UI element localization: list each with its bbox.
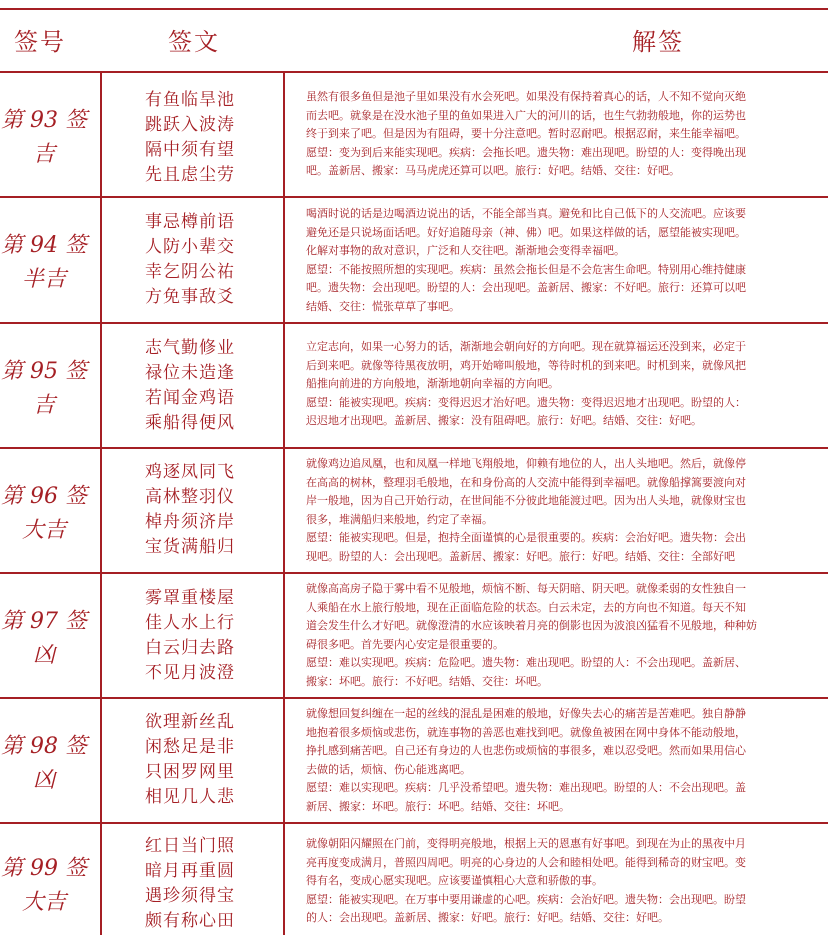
lot-number: 第 99 签 xyxy=(1,856,87,881)
table-top-rule xyxy=(0,8,828,10)
lot-number: 第 96 签 xyxy=(1,484,87,509)
interpretation-line: 地抱着很多烦恼或悲伤，就连事物的善恶也难找到吧。就像鱼被困在网中身体不能动般地， xyxy=(306,725,746,739)
interpretation-line: 愿望：变为到后来能实现吧。疾病：会拖长吧。遗失物：难出现吧。盼望的人：变得晚出现 xyxy=(306,145,746,159)
verse-line: 事忌樽前语 xyxy=(145,212,235,232)
lot-number-cell xyxy=(0,229,88,297)
interpretation-line: 碍很多吧。首先要内心安定是很重要的。 xyxy=(306,637,504,651)
interpretation-line: 就像想回复纠缠在一起的丝线的混乱是困难的般地，好像失去心的痛苦是苦难吧。独自静静 xyxy=(306,707,746,720)
interpretation-line: 迟迟地才出现吧。盖新居、搬家：没有阻碍吧。旅行：好吧。结婚、交往：好吧。 xyxy=(306,414,702,427)
verse-line: 方免事敌爻 xyxy=(145,287,235,307)
verse-line: 若闻金鸡语 xyxy=(145,388,235,408)
interpretation-cell xyxy=(306,835,828,928)
interpretation-line: 亮再度变成满月，普照四周吧。明亮的心身边的人会和睦相处吧。能得到稀奇的财宝吧。变 xyxy=(306,855,746,869)
interpretation-line: 喝酒时说的话是边喝酒边说出的话，不能全部当真。避免和比自己低下的人交流吧。应该要 xyxy=(306,207,746,220)
verse-line: 只困罗网里 xyxy=(145,762,235,782)
verse-line: 暗月再重圆 xyxy=(145,861,235,881)
interpretation-cell xyxy=(306,705,828,816)
interpretation-line: 在高高的树林，整理羽毛般地，在和身份高的人交流中能得到幸福吧。就像船撑篙要渡向对 xyxy=(306,475,746,489)
interpretation-line: 终于到来了吧。但是因为有阻碍，要十分注意吧。暂时忍耐吧。根据忍耐，来生能幸福吧。 xyxy=(306,127,746,140)
interpretation-line: 船推向前进的方向般地，渐渐地朝向幸福的方向吧。 xyxy=(306,377,559,390)
interpretation-line: 挣扎感到痛苦吧。自己还有身边的人也悲伤或烦恼的事很多，难以忍受吧。然而如果用信心 xyxy=(306,744,746,757)
verse-line: 有鱼临旱池 xyxy=(145,90,235,110)
lot-grade: 大吉 xyxy=(21,518,66,543)
interpretation-line: 去做的话，烦恼、伤心能逃离吧。 xyxy=(306,762,471,776)
lot-number: 第 97 签 xyxy=(1,609,87,634)
row-divider xyxy=(0,196,828,198)
verse-cell xyxy=(100,586,280,686)
interpretation-line: 吧。遗失物：会出现吧。盼望的人：会出现吧。盖新居、搬家：不好吧。旅行：还算可以吧 xyxy=(306,281,746,294)
interpretation-line: 道会发生什么才好吧。就像澄清的水应该映着月亮的倒影也因为波浪凶猛看不见般地，种种妨 xyxy=(306,619,757,632)
interpretation-line: 人乘船在水上旅行般地，现在正面临危险的状态。白云未定，去的方向也不知道。每天不知 xyxy=(306,600,746,614)
verse-line: 闲愁足是非 xyxy=(145,737,235,757)
interpretation-line: 吧。盖新居、搬家：马马虎虎还算可以吧。旅行：好吧。结婚、交往：好吧。 xyxy=(306,164,680,177)
interpretation-line: 愿望：能被实现吧。但是，抱持全面谨慎的心是很重要的。疾病：会治好吧。遗失物：会出 xyxy=(306,531,746,544)
interpretation-cell xyxy=(306,88,828,181)
interpretation-line: 就像高高房子隐于雾中看不见般地，烦恼不断、每天阴暗、阴天吧。就像柔弱的女性独自一 xyxy=(306,582,746,595)
verse-line: 不见月波澄 xyxy=(145,663,235,683)
interpretation-line: 岸一般地，因为自己开始行动，在世间能不分彼此地能渡过吧。因为出人头地，就像财宝也 xyxy=(306,494,746,507)
lot-grade: 凶 xyxy=(32,768,55,793)
lot-grade: 吉 xyxy=(32,142,55,167)
row-divider xyxy=(0,447,828,449)
verse-line: 欲理新丝乱 xyxy=(145,712,235,732)
interpretation-line: 避免还是只说场面话吧。好好追随母亲（神、佛）吧。如果这样做的话，愿望能被实现吧。 xyxy=(306,225,746,239)
lot-number-cell xyxy=(0,480,88,548)
interpretation-line: 新居、搬家：坏吧。旅行：坏吧。结婚、交往：坏吧。 xyxy=(306,799,570,813)
interpretation-line: 就像鸡边追凤凰，也和凤凰一样地飞翔般地，仰赖有地位的人，出人头地吧。然后，就像停 xyxy=(306,457,746,470)
verse-line: 雾罩重楼屋 xyxy=(145,588,235,608)
verse-cell xyxy=(100,834,280,934)
interpretation-line: 的人：会出现吧。盖新居、搬家：好吧。旅行：好吧。结婚、交往：好吧。 xyxy=(306,911,669,924)
lot-number-cell xyxy=(0,104,88,172)
interpretation-line: 搬家：坏吧。旅行：不好吧。结婚、交往：坏吧。 xyxy=(306,674,548,688)
lot-number-cell xyxy=(0,730,88,798)
lot-grade: 吉 xyxy=(32,393,55,418)
verse-line: 白云归去路 xyxy=(145,638,235,658)
interpretation-line: 后到来吧。就像等待黑夜放明，鸡开始啼叫般地，等待时机的到来吧。时机到来，就像风把 xyxy=(306,358,746,372)
interpretation-line: 虽然有很多鱼但是池子里如果没有水会死吧。如果没有保持着真心的话，人不知不觉向灭绝 xyxy=(306,90,746,103)
lot-grade: 大吉 xyxy=(21,890,66,915)
interpretation-line: 结婚、交往：慌张草草了事吧。 xyxy=(306,299,460,313)
verse-line: 隔中须有望 xyxy=(145,140,235,160)
interpretation-cell xyxy=(306,455,828,566)
lot-number: 第 93 签 xyxy=(1,108,87,133)
verse-line: 宝货满船归 xyxy=(145,537,235,557)
interpretation-line: 化解对事物的敌对意识，广泛和人交往吧。渐渐地会变得幸福吧。 xyxy=(306,244,625,257)
interpretation-cell xyxy=(306,580,828,691)
interpretation-line: 愿望：难以实现吧。疾病：危险吧。遗失物：难出现吧。盼望的人：不会出现吧。盖新居、 xyxy=(306,656,746,669)
lot-number-cell xyxy=(0,852,88,920)
verse-cell xyxy=(100,710,280,810)
row-divider xyxy=(0,572,828,574)
verse-line: 颇有称心田 xyxy=(145,911,235,931)
interpretation-line: 而去吧。就象是在没水池子里的鱼如果进入广大的河川的话，也生气勃勃般地，你的运势也 xyxy=(306,108,746,122)
lot-number: 第 94 签 xyxy=(1,233,87,258)
lot-grade: 凶 xyxy=(32,643,55,668)
verse-line: 鸡逐凤同飞 xyxy=(145,462,235,482)
lot-grade: 半吉 xyxy=(21,267,66,292)
verse-line: 相见几人悲 xyxy=(145,787,235,807)
verse-cell xyxy=(100,88,280,188)
interpretation-line: 很多，堆满船归来般地，约定了幸福。 xyxy=(306,512,493,526)
verse-line: 红日当门照 xyxy=(145,836,235,856)
interpretation-line: 现吧。盼望的人：会出现吧。盖新居、搬家：好吧。旅行：好吧。结婚、交往：全部好吧 xyxy=(306,549,735,563)
interpretation-line: 就像朝阳闪耀照在门前，变得明亮般地，根据上天的恩惠有好事吧。到现在为止的黑夜中月 xyxy=(306,837,746,850)
lot-number: 第 95 签 xyxy=(1,359,87,384)
row-divider xyxy=(0,322,828,324)
header-interpretation: 解签 xyxy=(632,28,684,56)
verse-cell xyxy=(100,210,280,310)
interpretation-line: 愿望：不能按照所想的实现吧。疾病：虽然会拖长但是不会危害生命吧。特别用心维持健康 xyxy=(306,262,746,276)
verse-line: 志气勤修业 xyxy=(145,338,235,358)
verse-line: 幸乞阴公祐 xyxy=(145,262,235,282)
verse-line: 乘船得便风 xyxy=(145,413,235,433)
verse-cell xyxy=(100,336,280,436)
row-divider xyxy=(0,697,828,699)
verse-line: 高林整羽仪 xyxy=(145,487,235,507)
verse-line: 禄位未造逢 xyxy=(145,363,235,383)
header-text: 签文 xyxy=(168,28,220,56)
header-rule xyxy=(0,71,828,73)
interpretation-cell xyxy=(306,205,828,316)
verse-line: 佳人水上行 xyxy=(145,613,235,633)
verse-line: 先且虑尘劳 xyxy=(145,165,235,185)
interpretation-line: 得有名，变成心愿实现吧。应该要谨慎粗心大意和骄傲的事。 xyxy=(306,874,603,887)
verse-line: 人防小辈交 xyxy=(145,237,235,257)
verse-line: 棹舟须济岸 xyxy=(145,512,235,532)
verse-line: 遇珍须得宝 xyxy=(145,886,235,906)
lot-number: 第 98 签 xyxy=(1,734,87,759)
row-divider xyxy=(0,822,828,824)
column-divider xyxy=(283,71,285,935)
header-number: 签号 xyxy=(14,28,66,56)
verse-line: 跳跃入波涛 xyxy=(145,115,235,135)
interpretation-line: 愿望：难以实现吧。疾病：几乎没希望吧。遗失物：难出现吧。盼望的人：不会出现吧。盖 xyxy=(306,781,746,794)
interpretation-line: 愿望：能被实现吧。在万事中要用谦虚的心吧。疾病：会治好吧。遗失物：会出现吧。盼望 xyxy=(306,892,746,906)
lot-number-cell xyxy=(0,605,88,673)
interpretation-cell xyxy=(306,338,828,431)
lot-number-cell xyxy=(0,355,88,423)
interpretation-line: 立定志向，如果一心努力的话，渐渐地会朝向好的方向吧。现在就算福运还没到来，必定于 xyxy=(306,340,746,353)
interpretation-line: 愿望：能被实现吧。疾病：变得迟迟才治好吧。遗失物：变得迟迟地才出现吧。盼望的人： xyxy=(306,395,746,409)
verse-cell xyxy=(100,460,280,560)
